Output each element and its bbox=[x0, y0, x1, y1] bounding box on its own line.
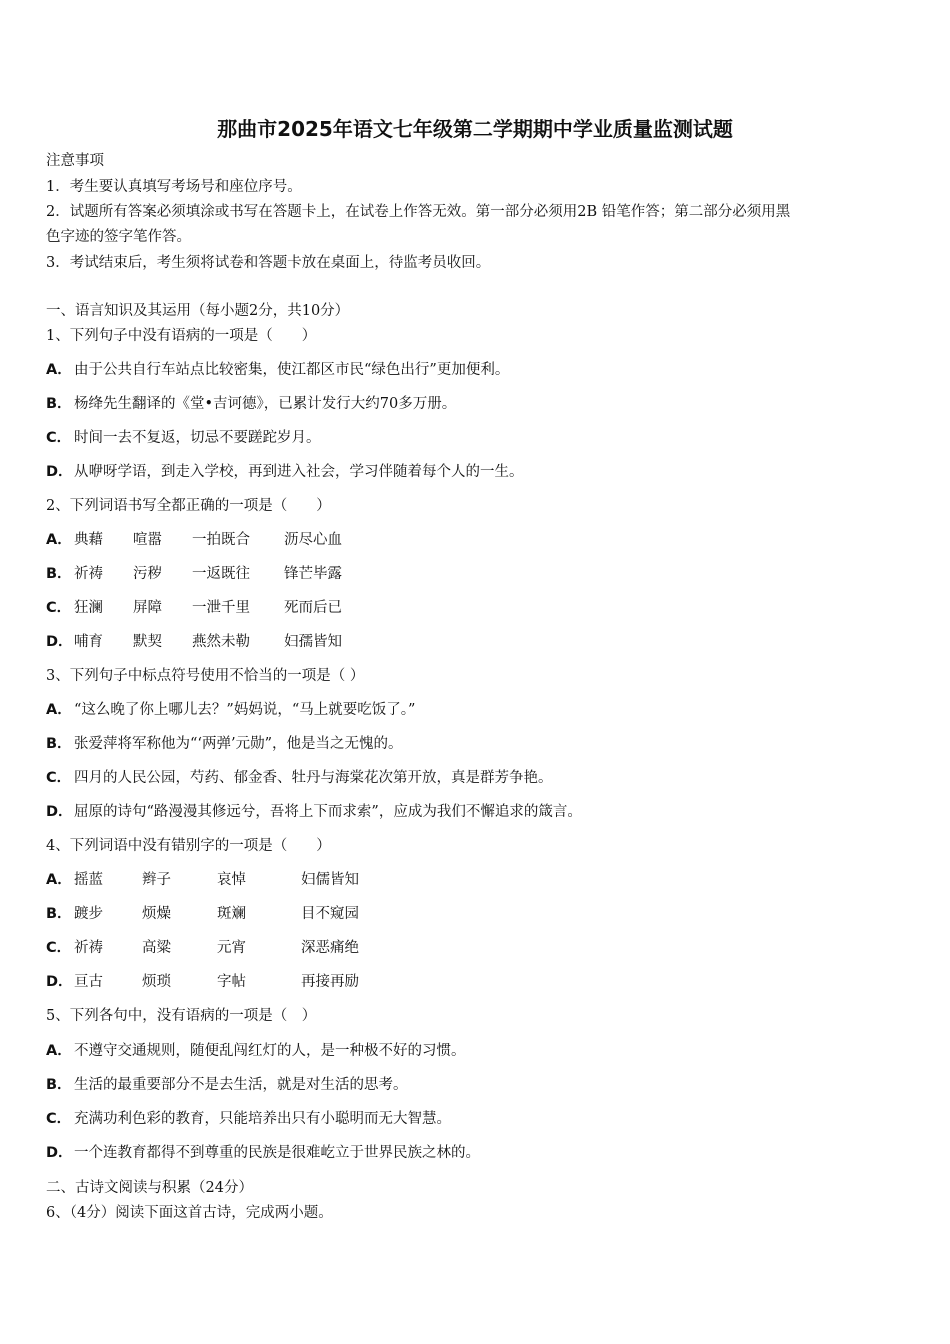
option-row bbox=[46, 1042, 466, 1060]
option-word: 一拍既合 bbox=[192, 532, 250, 548]
option-word: 妇儒皆知 bbox=[301, 872, 359, 888]
notice-item: 3．考试结束后，考生须将试卷和答题卡放在桌面上，待监考员收回。 bbox=[46, 255, 491, 271]
question-stem: 5、下列各句中，没有语病的一项是（ ） bbox=[46, 1008, 317, 1024]
option-letter: A． bbox=[46, 872, 72, 888]
question-stem: 4、下列词语中没有错别字的一项是（ ） bbox=[46, 838, 331, 854]
option-word: 斑斓 bbox=[217, 906, 246, 922]
option-word: 亘古 bbox=[74, 974, 103, 990]
question-stem: 2、下列词语书写全都正确的一项是（ ） bbox=[46, 498, 331, 514]
option-word: 默契 bbox=[133, 634, 162, 650]
option-word: 祈祷 bbox=[74, 940, 103, 956]
option-word: 典藉 bbox=[74, 532, 103, 548]
option-text: 一个连教育都得不到尊重的民族是很难屹立于世界民族之林的。 bbox=[74, 1145, 480, 1161]
option-row bbox=[46, 395, 456, 413]
option-word: 哀悼 bbox=[217, 872, 246, 888]
notice-heading: 注意事项 bbox=[46, 153, 104, 169]
option-word: 喧嚣 bbox=[133, 532, 162, 548]
option-text: 不遵守交通规则，随便乱闯红灯的人，是一种极不好的习惯。 bbox=[74, 1043, 466, 1059]
option-row bbox=[46, 531, 74, 549]
option-text: 从咿呀学语，到走入学校，再到进入社会，学习伴随着每个人的一生。 bbox=[74, 464, 524, 480]
question-stem: 1、下列句子中没有语病的一项是（ ） bbox=[46, 328, 317, 344]
option-text: 由于公共自行车站点比较密集，使江都区市民“绿色出行”更加便利。 bbox=[74, 362, 510, 378]
option-row bbox=[46, 1110, 451, 1128]
option-word: 沥尽心血 bbox=[284, 532, 342, 548]
option-letter: B． bbox=[46, 1077, 72, 1093]
option-row bbox=[46, 701, 415, 719]
option-word: 再接再励 bbox=[301, 974, 359, 990]
option-word: 烦琐 bbox=[142, 974, 171, 990]
option-text: 四月的人民公园，芍药、郁金香、牡丹与海棠花次第开放，真是群芳争艳。 bbox=[74, 770, 553, 786]
option-row bbox=[46, 871, 74, 889]
option-letter: B． bbox=[46, 396, 72, 412]
option-letter: D． bbox=[46, 464, 73, 480]
option-letter: D． bbox=[46, 634, 73, 650]
option-letter: C． bbox=[46, 940, 72, 956]
option-letter: C． bbox=[46, 430, 72, 446]
option-letter: A． bbox=[46, 532, 72, 548]
option-letter: A． bbox=[46, 1043, 72, 1059]
option-row bbox=[46, 905, 74, 923]
option-text: 屈原的诗句“路漫漫其修远兮，吾将上下而求索”，应成为我们不懈追求的箴言。 bbox=[74, 804, 582, 820]
option-word: 一泄千里 bbox=[192, 600, 250, 616]
option-letter: A． bbox=[46, 362, 72, 378]
option-word: 妇孺皆知 bbox=[284, 634, 342, 650]
option-letter: D． bbox=[46, 974, 73, 990]
option-row bbox=[46, 769, 553, 787]
option-row bbox=[46, 803, 582, 821]
option-word: 污秽 bbox=[133, 566, 162, 582]
option-word: 狂澜 bbox=[74, 600, 103, 616]
option-word: 元宵 bbox=[217, 940, 246, 956]
option-text: 杨绛先生翻译的《堂•吉诃德》，已累计发行大约70多万册。 bbox=[74, 396, 457, 412]
option-letter: B． bbox=[46, 906, 72, 922]
option-word: 辫子 bbox=[142, 872, 171, 888]
option-row bbox=[46, 735, 403, 753]
option-letter: C． bbox=[46, 770, 72, 786]
option-word: 高粱 bbox=[142, 940, 171, 956]
option-row bbox=[46, 939, 74, 957]
option-word: 锋芒毕露 bbox=[284, 566, 342, 582]
option-row bbox=[46, 599, 74, 617]
notice-item: 1．考生要认真填写考场号和座位序号。 bbox=[46, 179, 302, 195]
option-word: 目不窥园 bbox=[301, 906, 359, 922]
notice-item: 2．试题所有答案必须填涂或书写在答题卡上，在试卷上作答无效。第一部分必须用2B 铅笔作答；第二部分必须用黑 bbox=[46, 204, 791, 220]
question-stem: 6、（4分）阅读下面这首古诗，完成两小题。 bbox=[46, 1205, 333, 1221]
option-row bbox=[46, 1076, 408, 1094]
option-word: 一返既往 bbox=[192, 566, 250, 582]
section-heading: 二、古诗文阅读与积累（24分） bbox=[46, 1180, 253, 1196]
option-row bbox=[46, 1144, 480, 1162]
notice-item: 色字迹的签字笔作答。 bbox=[46, 229, 191, 245]
option-letter: B． bbox=[46, 736, 72, 752]
option-text: “这么晚了你上哪儿去？”妈妈说，“马上就要吃饭了。” bbox=[74, 702, 416, 718]
option-word: 哺育 bbox=[74, 634, 103, 650]
option-word: 屏障 bbox=[133, 600, 162, 616]
option-row bbox=[46, 565, 74, 583]
option-word: 摇蓝 bbox=[74, 872, 103, 888]
option-letter: A． bbox=[46, 702, 72, 718]
option-text: 充满功利色彩的教育，只能培养出只有小聪明而无大智慧。 bbox=[74, 1111, 451, 1127]
option-word: 字帖 bbox=[217, 974, 246, 990]
option-letter: D． bbox=[46, 1145, 73, 1161]
option-word: 死而后已 bbox=[284, 600, 342, 616]
option-letter: D． bbox=[46, 804, 73, 820]
option-word: 祈祷 bbox=[74, 566, 103, 582]
section-heading: 一、语言知识及其运用（每小题2分，共10分） bbox=[46, 303, 350, 319]
option-text: 生活的最重要部分不是去生活，就是对生活的思考。 bbox=[74, 1077, 408, 1093]
option-row bbox=[46, 633, 74, 651]
option-word: 燕然未勒 bbox=[192, 634, 250, 650]
option-letter: C． bbox=[46, 1111, 72, 1127]
option-letter: C． bbox=[46, 600, 72, 616]
option-letter: B． bbox=[46, 566, 72, 582]
option-text: 时间一去不复返，切忌不要蹉跎岁月。 bbox=[74, 430, 321, 446]
option-text: 张爱萍将军称他为“‘两弹’元勋”，他是当之无愧的。 bbox=[74, 736, 403, 752]
option-row bbox=[46, 361, 509, 379]
option-row bbox=[46, 429, 321, 447]
question-stem: 3、下列句子中标点符号使用不恰当的一项是（ ） bbox=[46, 668, 365, 684]
option-word: 踱步 bbox=[74, 906, 103, 922]
option-row bbox=[46, 463, 524, 481]
option-word: 烦燥 bbox=[142, 906, 171, 922]
option-row bbox=[46, 973, 74, 991]
page-title: 那曲市2025年语文七年级第二学期期中学业质量监测试题 bbox=[217, 117, 733, 141]
option-word: 深恶痛绝 bbox=[301, 940, 359, 956]
